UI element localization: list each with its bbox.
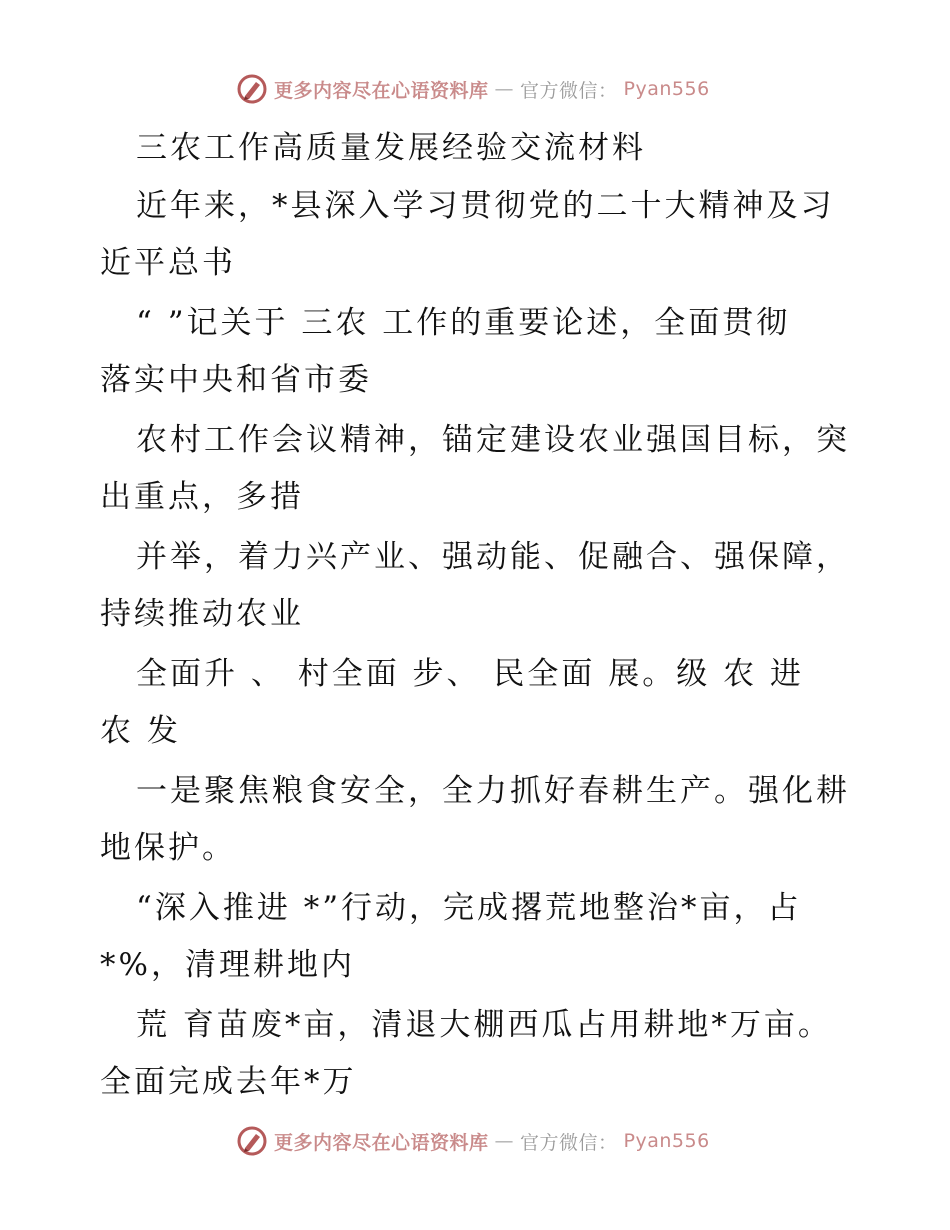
paragraph-line: “ ”记关于 三农 工作的重要论述，全面贯彻 [136, 305, 791, 341]
watermark-wechat-id: Pyan556 [623, 1130, 710, 1152]
watermark-official-text: 官方微信： [520, 79, 618, 102]
footer-watermark [236, 1124, 710, 1158]
paragraph-line: 农村工作会议精神，锚定建设农业强国目标，突 [136, 422, 850, 458]
paragraph-line: 全面完成去年*万 [100, 1064, 357, 1100]
paragraph-line: 出重点，多措 [100, 479, 304, 515]
paragraph-line: 落实中央和省市委 [100, 362, 372, 398]
pen-logo-icon [236, 73, 268, 105]
paragraph-line: 近平总书 [100, 245, 236, 281]
paragraph-line: 一是聚焦粮食安全，全力抓好春耕生产。强化耕 [136, 773, 850, 809]
paragraph-line: 荒 育苗废*亩，清退大棚西瓜占用耕地*万亩。 [136, 1007, 832, 1043]
watermark-dash: — [494, 78, 515, 100]
paragraph-line: 全面升 、 村全面 步、 民全面 展。级 农 进 [136, 656, 804, 692]
watermark-dash: — [494, 1130, 515, 1152]
watermark-main-text: 更多内容尽在心语资料库 [274, 1131, 489, 1154]
watermark-official-text: 官方微信： [520, 1131, 618, 1154]
watermark-main-text: 更多内容尽在心语资料库 [274, 79, 489, 102]
paragraph-line: 持续推动农业 [100, 596, 304, 632]
pen-logo-icon [236, 1125, 268, 1157]
paragraph-line: *%，清理耕地内 [100, 947, 355, 983]
header-watermark [236, 72, 710, 106]
paragraph-line: 农 发 [100, 713, 181, 749]
document-title: 三农工作高质量发展经验交流材料 [136, 130, 646, 166]
paragraph-line: “深入推进 *”行动，完成撂荒地整治*亩，占 [136, 890, 802, 926]
paragraph-line: 近年来，*县深入学习贯彻党的二十大精神及习 [136, 188, 835, 224]
paragraph-line: 地保护。 [100, 830, 236, 866]
paragraph-line: 并举，着力兴产业、强动能、促融合、强保障， [136, 539, 850, 575]
watermark-wechat-id: Pyan556 [623, 78, 710, 100]
